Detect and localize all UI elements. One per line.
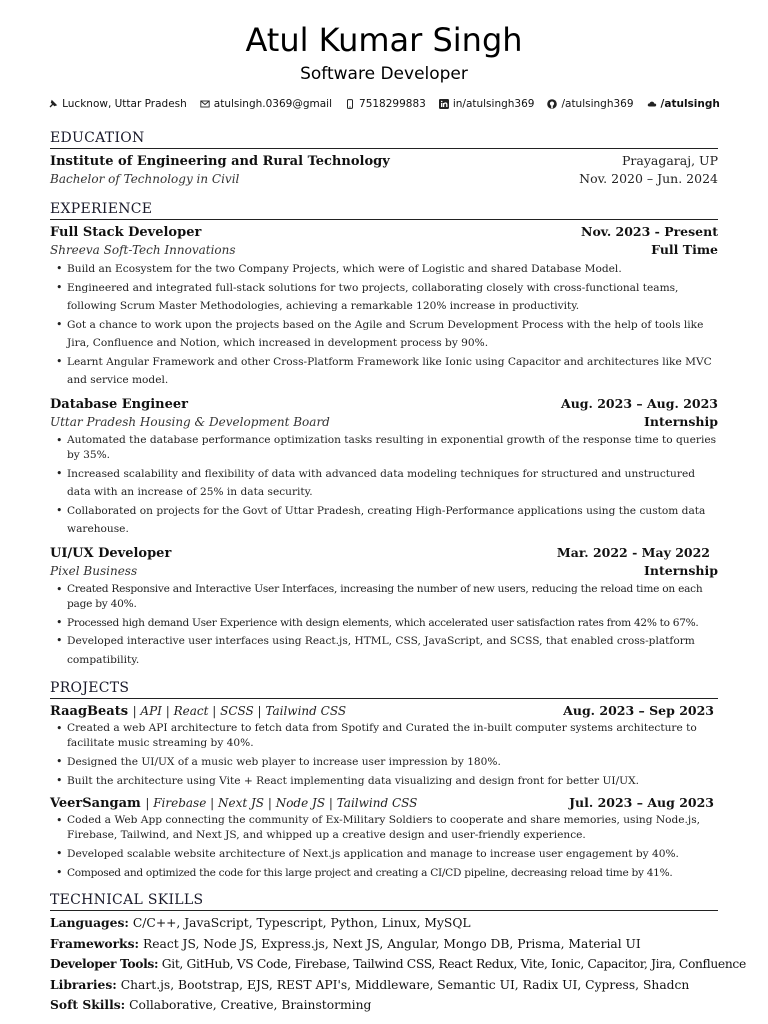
skill-label: Developer Tools: [50,956,159,971]
skill-value: C/C++, JavaScript, Typescript, Python, Linux, MySQL [128,916,471,930]
skill-label: Soft Skills: [50,997,126,1012]
project-dates: Jul. 2023 – Aug 2023 [569,795,714,810]
skill-value: Collaborative, Creative, Brainstorming [125,998,372,1012]
skill-value: Chart.js, Bootstrap, EJS, REST API's, Middleware, Semantic UI, Radix UI, Cypress, Shadcn [116,977,690,992]
list-item: • Developed interactive user interfaces using React.js, HTML, CSS, JavaScript, and SCSS, that enabled cross-platform compatibility. [56,632,718,669]
skills-section [50,891,746,1016]
pin-icon [48,99,58,109]
education-dates: Nov. 2020 – Jun. 2024 [579,171,718,186]
job-dates: Nov. 2023 - Present [581,224,718,239]
skills-list [50,913,746,1016]
github-icon [547,99,557,109]
project-bullets [50,721,718,790]
institute-location: Prayagaraj, UP [621,153,718,168]
contact-github[interactable]: /atulsingh369 [547,96,633,112]
job-role: Database Engineer [50,396,188,412]
mail-icon [200,99,210,109]
job-company: Shreeva Soft-Tech Innovations [50,243,236,257]
skills-title: TECHNICAL SKILLS [50,891,718,911]
contact-email[interactable]: atulsingh.0369@gmail [200,96,332,112]
list-item: • Learnt Angular Framework and other Cross-Platform Framework like Ionic using Capacitor and architectures like MVC and service model. [56,353,718,390]
list-item: • Collaborated on projects for the Govt of Uttar Pradesh, creating High-Performance applications using the custom data warehouse. [56,502,718,539]
contact-bar [50,96,718,112]
list-item: • Coded a Web App connecting the community of Ex-Military Soldiers to cooperate and share memories, using Node.js, Firebase, Tailwind, and Next JS, and whipped up a creative design and user-friendly experience. [56,813,718,843]
list-item: • Got a chance to work upon the projects based on the Agile and Scrum Development Process with the help of tools like Jira, Confluence and Notion, which increased in development process by 90%. [56,316,718,353]
job-entry [50,544,718,670]
degree: Bachelor of Technology in Civil [50,172,240,186]
education-title: EDUCATION [50,129,718,149]
list-item: • Composed and optimized the code for this large project and creating a CI/CD pipeline, decreasing reload time by 41%. [56,864,718,883]
project-name: VeerSangam [50,796,141,811]
skill-label: Languages: [50,915,129,930]
job-dates: Mar. 2022 - May 2022 [556,544,710,560]
project-tech: | API | React | SCSS | Tailwind CSS [132,704,347,718]
contact-cloud[interactable]: /atulsingh [647,96,720,112]
job-bullets [50,260,718,390]
project-title-line [50,795,417,812]
projects-title: PROJECTS [50,679,718,699]
skill-value: Git, GitHub, VS Code, Firebase, Tailwind CSS, React Redux, Vite, Ionic, Capacitor, Jira, Confluence [158,957,746,971]
skill-row [50,913,718,934]
job-type: Internship [644,413,718,429]
projects-section [50,679,718,882]
skill-label: Libraries: [50,976,117,992]
phone-icon [345,99,355,109]
education-section [50,129,718,188]
candidate-name: Atul Kumar Singh [245,21,523,59]
job-bullets [50,433,718,539]
job-role: Full Stack Developer [50,225,202,240]
project-entry [50,794,718,882]
skill-label: Frameworks: [50,935,140,951]
list-item: • Created Responsive and Interactive User Interfaces, increasing the number of new users, reducing the reload time on each page by 40%. [56,582,718,612]
project-title-line [50,703,346,720]
job-type: Internship [644,562,718,578]
project-entry [50,702,718,790]
cloud-icon [647,99,657,109]
job-bullets [50,582,718,670]
skill-row [50,995,718,1016]
candidate-role: Software Developer [300,64,468,84]
job-entry [50,395,718,539]
project-tech: | Firebase | Next JS | Node JS | Tailwind CSS [145,796,418,810]
job-entry [50,223,718,390]
contact-linkedin[interactable]: in/atulsingh369 [439,96,535,112]
list-item: • Increased scalability and flexibility of data with advanced data modeling techniques for structured and unstructured data with an increase of 25% in data security. [56,465,718,502]
list-item: • Developed scalable website architecture of Next.js application and manage to increase user engagement by 40%. [56,845,718,864]
job-role: UI/UX Developer [50,545,172,561]
linkedin-icon [439,99,449,109]
job-company: Pixel Business [50,563,138,578]
institute-name: Institute of Engineering and Rural Technology [50,154,390,169]
contact-location: Lucknow, Uttar Pradesh [48,96,187,112]
resume-page [50,0,746,1016]
project-dates: Aug. 2023 – Sep 2023 [563,703,714,718]
skill-row [50,934,718,955]
list-item: • Processed high demand User Experience with design elements, which accelerated user satisfaction rates from 42% to 67%. [56,614,718,633]
experience-title: EXPERIENCE [50,200,718,220]
list-item: • Engineered and integrated full-stack solutions for two projects, collaborating closely with cross-functional teams, following Scrum Master Methodologies, achieving a remarkable 120% increase in productivity. [56,279,718,316]
project-name: RaagBeats [50,704,129,719]
skill-row [50,975,718,996]
skill-row [50,954,746,975]
job-dates: Aug. 2023 – Aug. 2023 [561,395,718,411]
list-item: • Build an Ecosystem for the two Company Projects, which were of Logistic and shared Database Model. [56,260,718,279]
list-item: • Designed the UI/UX of a music web player to increase user impression by 180%. [56,753,718,772]
job-type: Full Time [651,242,718,257]
education-entry [50,152,718,188]
list-item: • Created a web API architecture to fetch data from Spotify and Curated the in-built computer systems architecture to facilitate music streaming by 40%. [56,721,718,751]
experience-section [50,200,718,669]
skill-value: React JS, Node JS, Express.js, Next JS, Angular, Mongo DB, Prisma, Material UI [139,936,641,951]
list-item: • Built the architecture using Vite + React implementing data visualizing and design front for better UI/UX. [56,772,718,791]
list-item: • Automated the database performance optimization tasks resulting in exponential growth of the response time to queries by 35%. [56,433,718,463]
project-bullets [50,813,718,882]
contact-phone[interactable]: 7518299883 [345,96,426,112]
job-company: Uttar Pradesh Housing & Development Board [50,414,330,429]
